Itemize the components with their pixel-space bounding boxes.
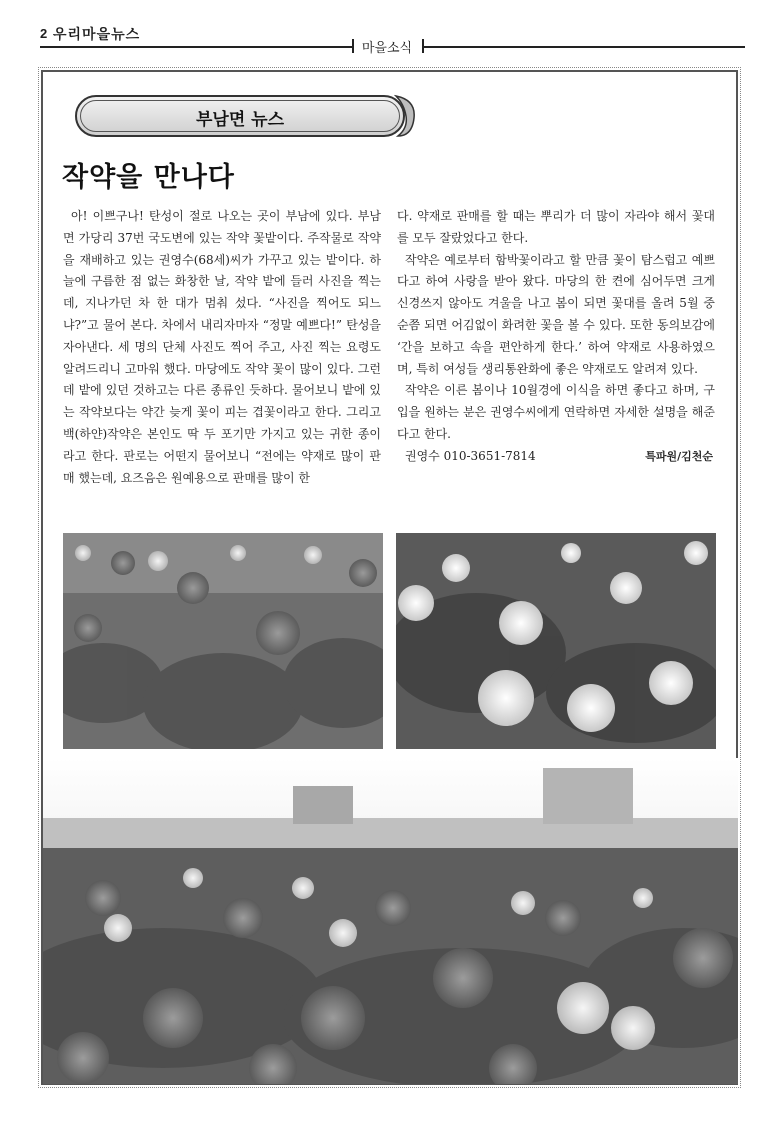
page-header	[40, 22, 745, 56]
banner-title: 부남면 뉴스	[195, 110, 285, 130]
peony-photo-right-image	[396, 533, 716, 749]
peony-photo-right	[396, 533, 716, 749]
peony-photo-left-image	[63, 533, 383, 749]
paragraph: 작약은 이른 봄이나 10월경에 이식을 하면 좋다고 하며, 구입을 원하는 분은 권영수씨에게 연락하면 자세한 설명을 해준다고 한다.	[397, 383, 715, 441]
paragraph: 작약은 예로부터 함박꽃이라고 할 만큼 꽃이 탐스럽고 예쁘다고 하여 사랑을 받아 왔다. 마당의 한 켠에 심어두면 크게 신경쓰지 않아도 겨울을 나고 봄이 되면 꽃대를 올려 5월 중순쯤 되면 어김없이 화려한 꽃을 볼 수 있다. 또한 동의보감에 ‘간을 보하고 속을 편안하게 한다.’ 하여 약재로 사용하였으며, 특히 여성들 생리통완화에 좋은 약재로도 알려져 있다.	[397, 252, 715, 376]
peony-field-photo-image	[43, 758, 738, 1084]
peony-field-photo	[43, 758, 738, 1084]
paragraph: 아! 이쁘구나! 탄성이 절로 나오는 곳이 부남에 있다. 부남면 가당리 37번 국도변에 있는 작약 꽃밭이다. 주작물로 작약을 재배하고 있는 권영수(68세)씨가 가꾸고 있는 밭이다. 하늘에 구름한 점 없는 화창한 날, 작약 밭에 들러 사진을 찍는데, 지나가던 차 한 대가 멈춰 섰다. “사진을 찍어도 되느냐?”고 물어 본다. 차에서 내리자마자 “정말 예쁘다!” 탄성을 자아낸다. 세 명의 단체 사진도 찍어 주고, 사진 찍는 요령도 알려드리니 고마워 했다. 마당에도 작약 꽃이 많이 있다. 그런데 밭에 있던 것하고는 다른 종류인 듯하다. 물어보니 밭에 있는 작약보다는 약간 늦게 꽃이 피는 겹꽃이라고 한다. 그리고 백(하얀)작약은 본인도 딱 두 포기만 가지고 있는 귀한 종이라고 한다. 판로는 어떤지 물어보니 “전에는 약재로 많이 판매 했는데, 요즈음은 원예용으로 판매를 많이 한	[63, 209, 381, 485]
news-banner	[75, 95, 405, 137]
article-headline: 작약을 만나다	[62, 162, 235, 193]
header-rule-tick-left	[352, 39, 354, 53]
peony-photo-left	[63, 533, 383, 749]
header-rule-right	[422, 46, 745, 48]
publication-name: 우리마을뉴스	[53, 27, 141, 43]
contact-line	[397, 446, 715, 468]
contact-info: 권영수 010-3651-7814	[405, 448, 536, 463]
header-rule-left	[40, 46, 352, 48]
banner-curl-icon	[394, 92, 418, 140]
section-label: 마을소식	[361, 41, 413, 56]
page-number: 2	[40, 26, 48, 41]
byline: 특파원/김천순	[645, 449, 713, 463]
paragraph: 다. 약재로 판매를 할 때는 뿌리가 더 많이 자라야 해서 꽃대를 모두 잘랐었다고 한다.	[397, 209, 715, 245]
article-column-left	[63, 206, 381, 489]
article-column-right	[397, 206, 715, 468]
